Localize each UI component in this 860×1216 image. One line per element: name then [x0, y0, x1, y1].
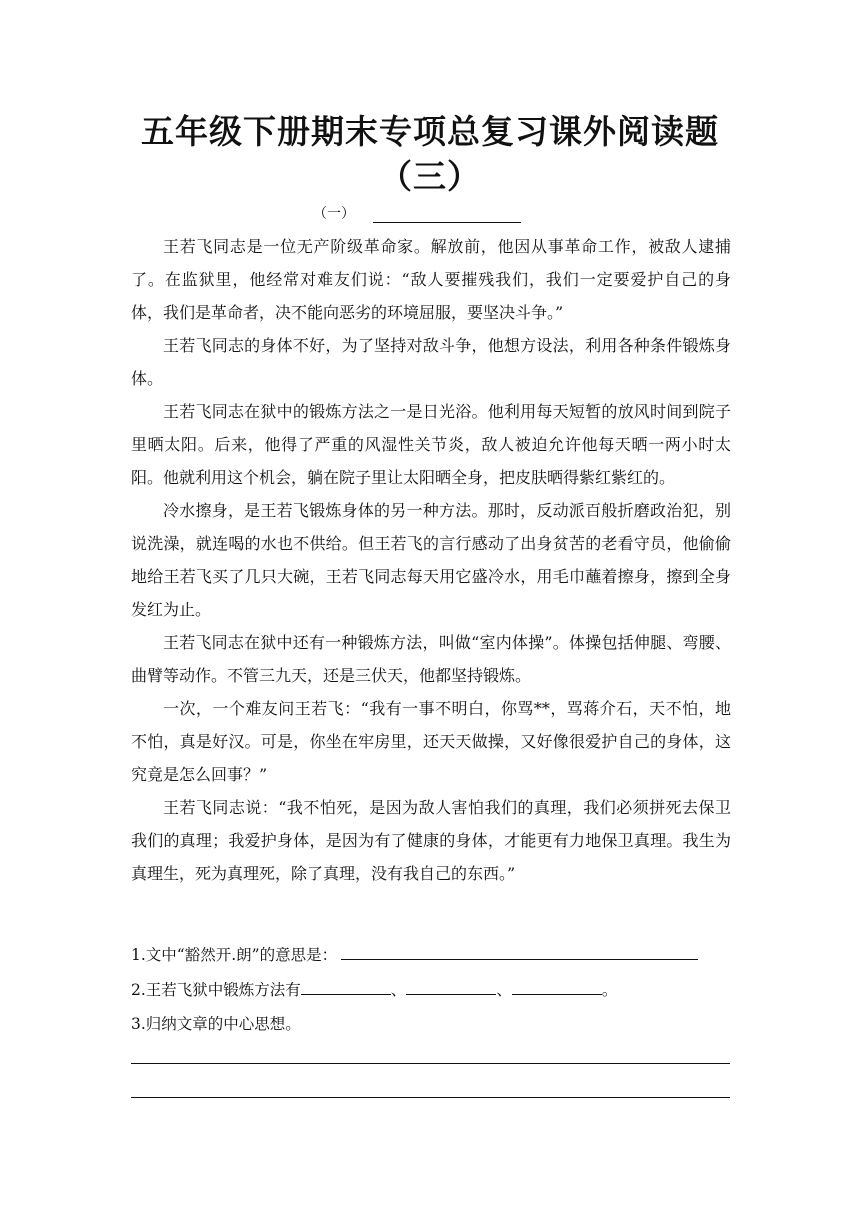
question-2 — [131, 978, 617, 1002]
section-label: （一） — [313, 206, 355, 222]
question-1 — [131, 943, 698, 967]
question-3-text: 3.归纳文章的中心思想。 — [131, 1015, 301, 1033]
reading-passage — [131, 230, 731, 890]
question-2-answer-blank-2[interactable] — [406, 978, 496, 995]
paragraph: 王若飞同志说：“我不怕死，是因为敌人害怕我们的真理，我们必须拼死去保卫我们的真理；我爱护身体，是因为有了健康的身体，才能更有力地保卫真理。我生为真理生，死为真理死，除了真理，没有我自己的东西。” — [131, 798, 731, 883]
page-title: 五年级下册期末专项总复习课外阅读题 — [141, 112, 719, 151]
paragraph: 王若飞同志在狱中的锻炼方法之一是日光浴。他利用每天短暂的放风时间到院子里晒太阳。后来，他得了严重的风湿性关节炎，敌人被迫允许他每天晒一两小时太阳。他就利用这个机会，躺在院子里让太阳晒全身，把皮肤晒得紫红紫红的。 — [131, 402, 731, 487]
question-1-answer-blank[interactable] — [341, 943, 698, 960]
question-2-end: 。 — [601, 981, 618, 999]
question-1-text: 1.文中“豁然开.朗”的意思是： — [131, 946, 338, 964]
separator: 、 — [390, 981, 407, 999]
paragraph: 王若飞同志在狱中还有一种锻炼方法，叫做“室内体操”。体操包括伸腿、弯腰、曲臂等动作。不管三九天，还是三伏天，他都坚持锻炼。 — [131, 633, 731, 685]
section-heading — [313, 203, 521, 223]
separator: 、 — [496, 981, 512, 999]
answer-line[interactable] — [131, 1063, 730, 1064]
paragraph: 王若飞同志是一位无产阶级革命家。解放前，他因从事革命工作，被敌人逮捕了。在监狱里，他经常对难友们说：“敌人要摧残我们，我们一定要爱护自己的身体，我们是革命者，决不能向恶劣的环境屈服，要坚决斗争。” — [131, 237, 731, 322]
section-title-blank[interactable] — [373, 208, 521, 223]
paragraph: 一次，一个难友问王若飞：“我有一事不明白，你骂**，骂蒋介石，天不怕，地不怕，真是好汉。可是，你坐在牢房里，还天天做操，又好像很爱护自己的身体，这究竟是怎么回事？” — [131, 699, 731, 784]
answer-line[interactable] — [131, 1097, 730, 1098]
question-2-answer-blank-1[interactable] — [301, 978, 391, 995]
question-2-answer-blank-3[interactable] — [512, 978, 602, 995]
question-2-text: 2.王若飞狱中锻炼方法有 — [131, 981, 301, 999]
page-subtitle: （三） — [379, 157, 481, 196]
paragraph: 王若飞同志的身体不好，为了坚持对敌斗争，他想方设法，利用各种条件锻炼身体。 — [131, 336, 731, 388]
question-3 — [131, 1012, 301, 1036]
paragraph: 冷水擦身，是王若飞锻炼身体的另一种方法。那时，反动派百般折磨政治犯，别说洗澡，就连喝的水也不供给。但王若飞的言行感动了出身贫苦的老看守员，他偷偷地给王若飞买了几只大碗，王若飞同志每天用它盛冷水，用毛巾蘸着擦身，擦到全身发红为止。 — [131, 501, 731, 619]
